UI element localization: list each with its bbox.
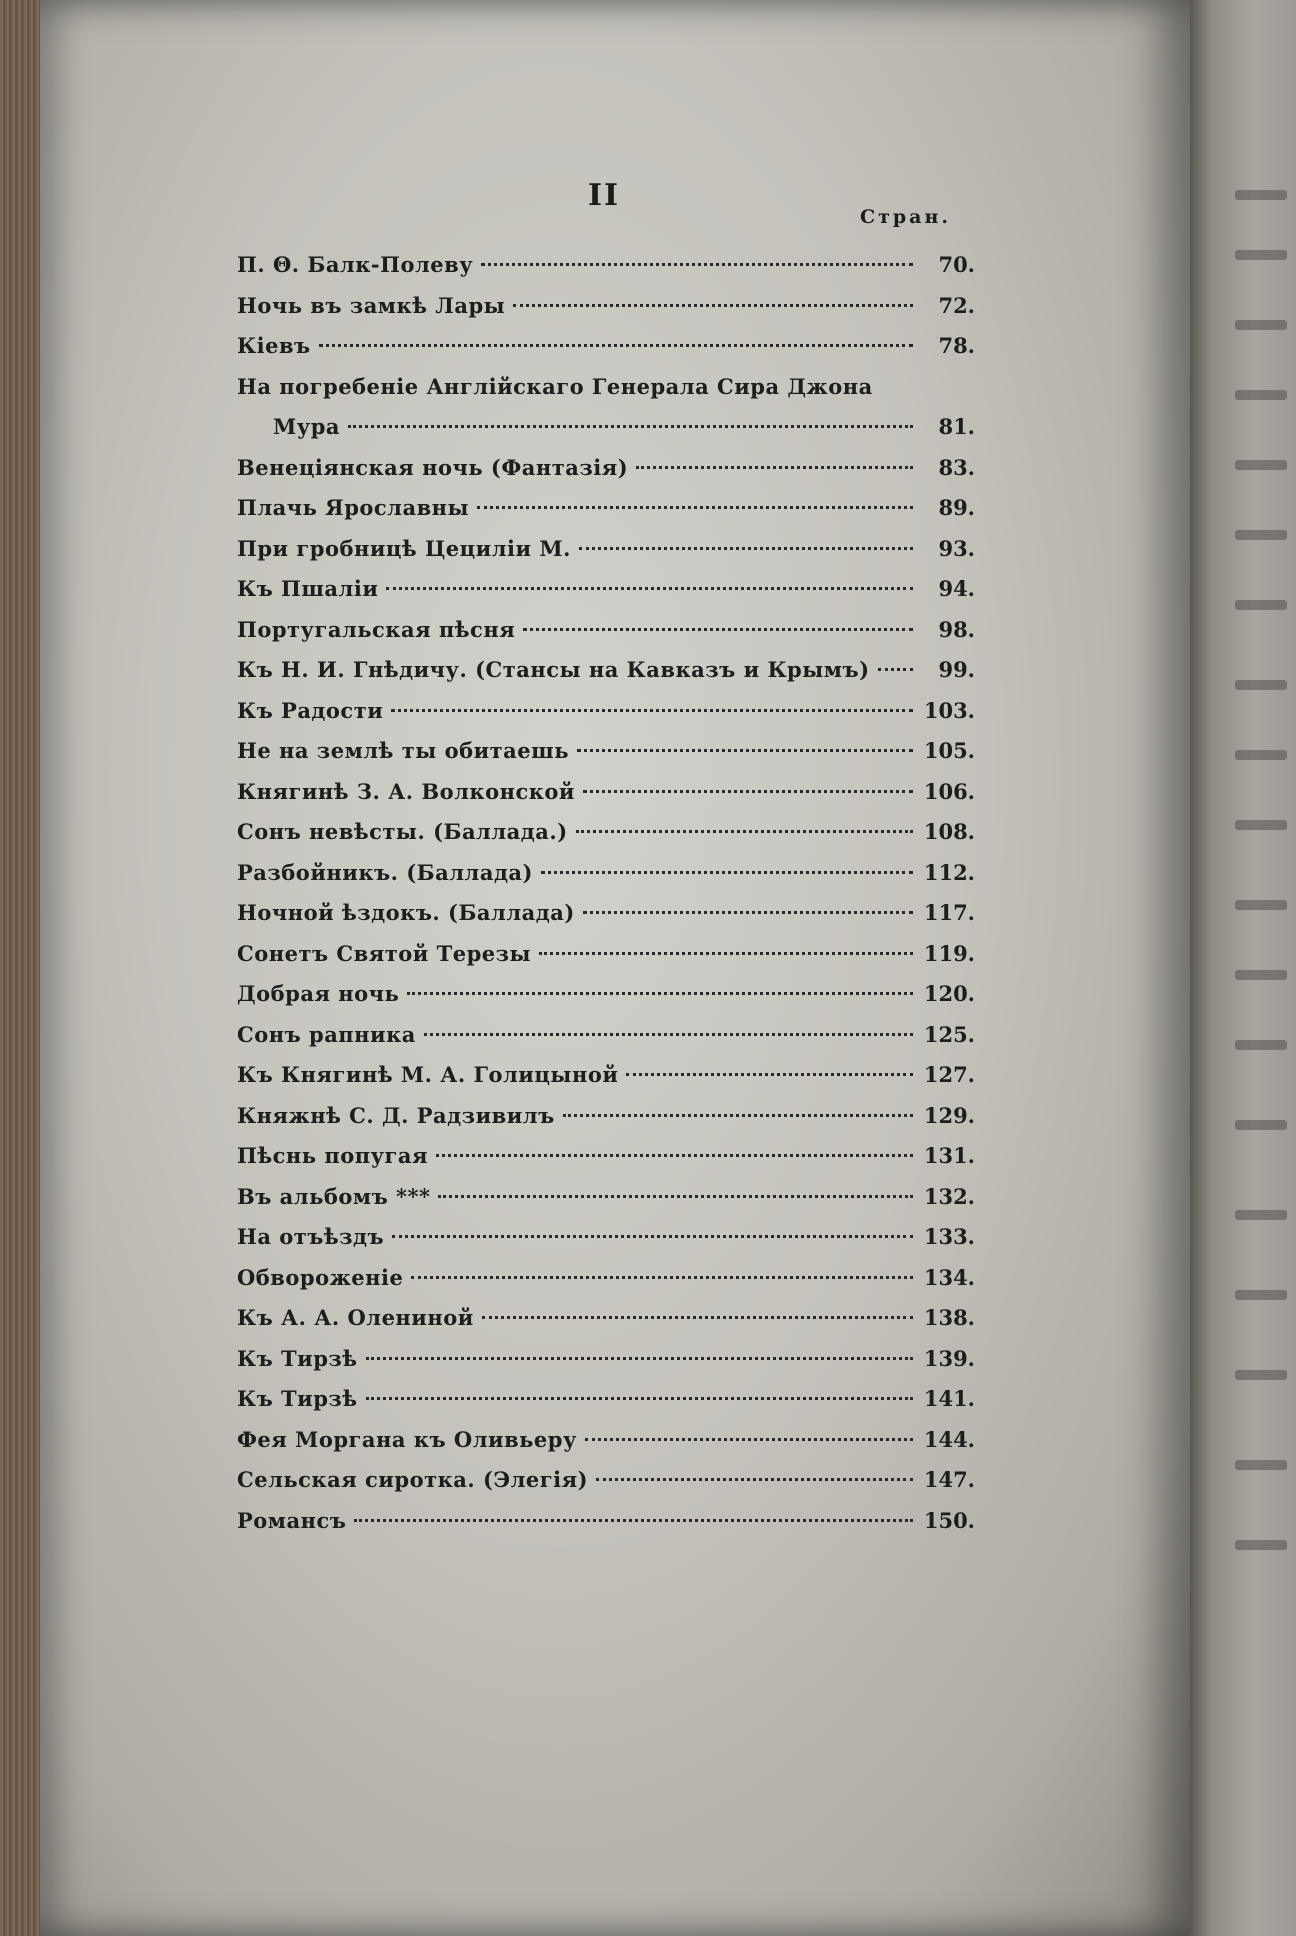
toc-entry-title: Разбойникъ. (Баллада) [237, 859, 533, 885]
dot-leader [576, 830, 913, 833]
toc-entry [237, 252, 975, 293]
toc-entry-title: Обвороженіе [237, 1264, 404, 1290]
toc-entry-page: 78. [938, 333, 975, 358]
toc-entry [237, 819, 975, 860]
toc-entry [237, 779, 975, 820]
toc-entry-title: Романсъ [237, 1507, 347, 1533]
dot-leader [577, 749, 913, 752]
toc-entry-page: 93. [938, 535, 975, 561]
dot-leader [583, 911, 913, 914]
toc-entry-title: Къ Н. И. Гнѣдичу. (Стансы на Кавказъ и Крымъ) [237, 657, 870, 682]
toc-entry-page: 147. [923, 1467, 975, 1492]
dot-leader [391, 709, 913, 712]
toc-entry [237, 576, 975, 617]
toc-entry-title: Мура [273, 414, 340, 439]
toc-entry-page: 103. [923, 697, 975, 723]
toc-entry-title: П. Θ. Балк-Полеву [237, 252, 474, 277]
dot-leader [563, 1114, 913, 1117]
toc-entry-page: 89. [938, 495, 975, 520]
toc-entry [237, 900, 975, 941]
toc-entry-title: Венеціянская ночь (Фантазія) [237, 454, 629, 480]
toc-entry [237, 1184, 975, 1225]
toc-entry-page: 134. [923, 1264, 975, 1290]
dot-leader [481, 263, 913, 266]
toc-entry [237, 455, 975, 496]
toc-entry-page: 120. [923, 981, 975, 1006]
dot-leader [585, 1438, 913, 1441]
dot-leader [411, 1276, 913, 1279]
dot-leader [583, 790, 913, 793]
toc-entry-page: 133. [923, 1224, 975, 1249]
toc-entry-page: 138. [923, 1305, 975, 1330]
toc-entry [237, 536, 975, 577]
toc-entry [237, 1305, 975, 1346]
toc-entry-title: Къ Тирзѣ [237, 1386, 358, 1411]
adjacent-page [1190, 0, 1296, 1936]
toc-entry-page: 106. [923, 778, 975, 804]
toc-entry [237, 1224, 975, 1265]
toc-entry-title: Ночь въ замкѣ Лары [237, 292, 506, 318]
toc-entry [237, 1265, 975, 1306]
dot-leader [407, 992, 913, 995]
toc-entry [237, 374, 975, 415]
dot-leader [392, 1235, 913, 1238]
toc-entry-page: 112. [923, 859, 975, 885]
toc-entry-page: 144. [923, 1426, 975, 1452]
toc-entry-page: 125. [923, 1021, 975, 1047]
toc-entry [237, 1467, 975, 1508]
toc-entry-title: Къ Княгинѣ М. А. Голицыной [237, 1062, 619, 1087]
dot-leader [539, 952, 913, 955]
dot-leader [436, 1154, 913, 1157]
dot-leader [348, 425, 913, 428]
toc-entry [237, 293, 975, 334]
toc-entry-title: Сонъ рапника [237, 1021, 416, 1047]
toc-entry-title: Къ Радости [237, 697, 384, 723]
dot-leader [366, 1397, 913, 1400]
toc-entry-page: 127. [923, 1062, 975, 1087]
dot-leader [424, 1033, 913, 1036]
dot-leader [636, 466, 913, 469]
toc-entry [237, 333, 975, 374]
dot-leader [477, 506, 913, 509]
toc-entry-title: Сонъ невѣсты. (Баллада.) [237, 819, 568, 844]
dot-leader [438, 1195, 913, 1198]
toc-entry-title: На погребеніе Англійскаго Генерала Сира Джона [237, 373, 873, 399]
toc-entry-title: Въ альбомъ *** [237, 1183, 431, 1209]
toc-entry [237, 1346, 975, 1387]
toc-entry-title: Сельская сиротка. (Элегія) [237, 1467, 589, 1492]
toc-entry-title: На отъѣздъ [237, 1224, 385, 1249]
toc-entry-title: Сонетъ Святой Терезы [237, 940, 532, 966]
toc-entry-page: 117. [923, 900, 975, 925]
toc-entry-title: Къ Тирзѣ [237, 1345, 358, 1371]
toc-entry-title: Фея Моргана къ Оливьеру [237, 1426, 577, 1452]
toc-entry-title: Къ А. А. Олениной [237, 1305, 474, 1330]
toc-entry [237, 981, 975, 1022]
toc-entry-page: 139. [923, 1345, 975, 1371]
toc-entry-page: 150. [923, 1507, 975, 1533]
toc-entry-page: 81. [938, 414, 975, 439]
toc-entry-page: 70. [938, 252, 975, 277]
dot-leader [319, 344, 913, 347]
toc-entry-title: Кіевъ [237, 333, 311, 358]
dot-leader [386, 587, 913, 590]
toc-entry [237, 1022, 975, 1063]
toc-entry [237, 495, 975, 536]
dot-leader [354, 1519, 913, 1522]
toc-entry-page: 83. [938, 454, 975, 480]
toc-entry [237, 941, 975, 982]
toc-entry-page: 108. [923, 819, 975, 844]
toc-entry-title: Княгинѣ З. А. Волконской [237, 778, 576, 804]
dot-leader [626, 1073, 913, 1076]
dot-leader [596, 1478, 913, 1481]
toc-entry-title: Ночной ѣздокъ. (Баллада) [237, 900, 575, 925]
dot-leader [579, 547, 913, 550]
toc-entry-page: 72. [938, 292, 975, 318]
toc-entry-page: 119. [923, 940, 975, 966]
toc-entry-title: Не на землѣ ты обитаешь [237, 738, 569, 763]
toc-entry [237, 414, 975, 455]
toc-entry-page: 132. [923, 1183, 975, 1209]
dot-leader [878, 668, 913, 671]
toc-entry [237, 738, 975, 779]
dot-leader [513, 304, 913, 307]
toc-entry [237, 1143, 975, 1184]
toc-entry-title: Княжнѣ С. Д. Радзивилъ [237, 1102, 555, 1128]
toc-entry [237, 1386, 975, 1427]
toc-entry-page: 131. [923, 1143, 975, 1168]
toc-entry-title: Плачь Ярославны [237, 495, 470, 520]
toc-entry [237, 1508, 975, 1549]
dot-leader [482, 1316, 913, 1319]
toc-entry-title: Пѣснь попугая [237, 1143, 428, 1168]
toc-entry-title: При гробницѣ Цециліи М. [237, 535, 571, 561]
dot-leader [523, 628, 913, 631]
table-of-contents [237, 252, 975, 1548]
toc-entry-page: 105. [923, 738, 975, 763]
toc-entry-title: Португальская пѣсня [237, 616, 516, 642]
toc-entry-page: 98. [938, 616, 975, 642]
dot-leader [366, 1357, 913, 1360]
toc-entry-page: 94. [938, 576, 975, 601]
toc-entry-title: Къ Пшаліи [237, 576, 379, 601]
toc-entry [237, 1103, 975, 1144]
toc-entry-page: 129. [923, 1102, 975, 1128]
page-column-label: Стран. [860, 206, 952, 228]
toc-entry-title: Добрая ночь [237, 981, 400, 1006]
page-number: II [588, 178, 621, 213]
toc-entry [237, 1062, 975, 1103]
toc-entry [237, 657, 975, 698]
toc-entry [237, 860, 975, 901]
toc-entry-page: 141. [923, 1386, 975, 1411]
toc-entry [237, 617, 975, 658]
toc-entry [237, 698, 975, 739]
toc-entry [237, 1427, 975, 1468]
dot-leader [541, 871, 913, 874]
toc-entry-page: 99. [938, 657, 975, 682]
